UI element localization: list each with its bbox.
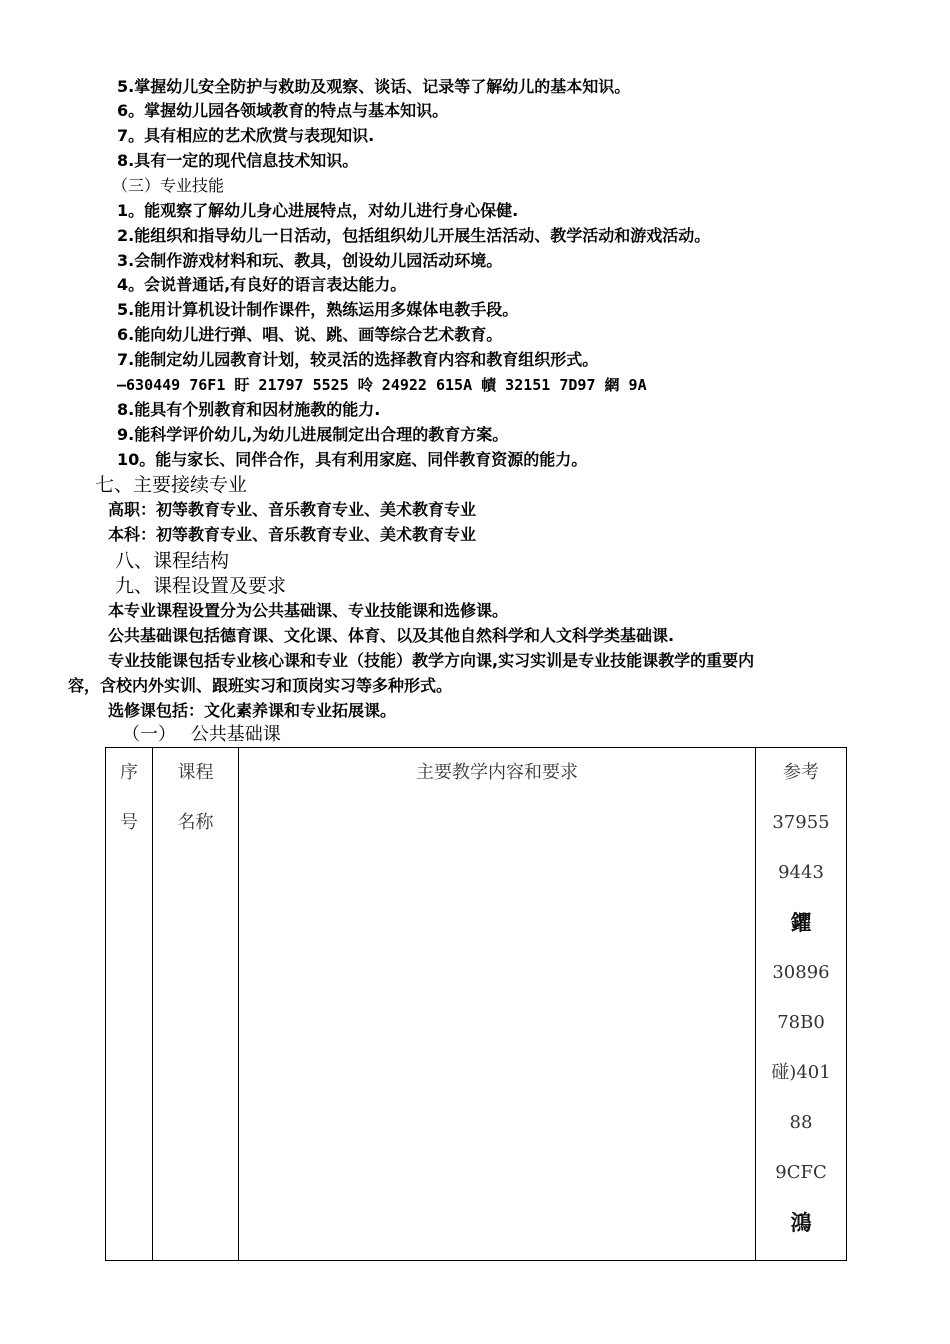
serial-number-header: 号 — [120, 812, 138, 833]
knowledge-item: 8.具有一定的现代信息技术知识。 — [117, 151, 359, 170]
content-cell — [239, 748, 756, 1261]
reference-text: 30896 — [772, 962, 830, 983]
reference-text: 9443 — [778, 862, 824, 883]
course-name-cell — [153, 748, 239, 1261]
course-name-header: 名称 — [177, 812, 214, 833]
paragraph: 本专业课程设置分为公共基础课、专业技能课和选修课。 — [108, 601, 509, 620]
reference-header: 参考 — [783, 762, 819, 783]
paragraph: 公共基础课包括德育课、文化课、体育、以及其他自然科学和人文科学类基础课. — [108, 626, 675, 645]
reference-text: 鑺 — [790, 910, 812, 935]
skill-item: 7.能制定幼儿园教育计划，较灵活的选择教育内容和教育组织形式。 — [117, 350, 599, 369]
skill-item: 1。能观察了解幼儿身心进展特点，对幼儿进行身心保健. — [117, 201, 519, 220]
paragraph-continued: 容，含校内外实训、跟班实习和顶岗实习等多种形式。 — [68, 676, 453, 695]
undergraduate-line: 本科：初等教育专业、音乐教育专业、美术教育专业 — [108, 525, 477, 544]
knowledge-item: 5.掌握幼儿安全防护与救助及观察、谈话、记录等了解幼儿的基本知识。 — [117, 77, 631, 96]
section8-heading: 八、课程结构 — [115, 550, 230, 572]
public-basic-course-heading: （一） 公共基础课 — [122, 724, 281, 745]
knowledge-item: 6。掌握幼儿园各领域教育的特点与基本知识。 — [117, 101, 449, 120]
skill-item: 6.能向幼儿进行弹、唱、说、跳、画等综合艺术教育。 — [117, 325, 503, 344]
skill-item: 10。能与家长、同伴合作，具有利用家庭、同伴教育资源的能力。 — [117, 450, 588, 469]
knowledge-item: 7。具有相应的艺术欣赏与表现知识. — [117, 126, 375, 145]
reference-text: 鴻 — [790, 1210, 812, 1235]
reference-text: 88 — [789, 1112, 813, 1133]
skill-item: 2.能组织和指导幼儿一日活动，包括组织幼儿开展生活活动、教学活动和游戏活动。 — [117, 226, 711, 245]
skill-item: 4。会说普通话,有良好的语言表达能力。 — [117, 275, 407, 294]
reference-text: 9CFC — [775, 1162, 827, 1183]
reference-text: 碰)401 — [771, 1062, 831, 1083]
paragraph: 选修课包括：文化素养课和专业拓展课。 — [108, 701, 397, 720]
skill-item: 5.能用计算机设计制作课件，熟练运用多媒体电教手段。 — [117, 300, 519, 319]
course-name-header: 课程 — [177, 762, 214, 783]
course-table — [105, 747, 847, 1261]
section9-heading: 九、课程设置及要求 — [115, 575, 287, 597]
reference-text: 78B0 — [777, 1012, 825, 1033]
skill-item: 8.能具有个别教育和因材施教的能力. — [117, 400, 381, 419]
paragraph: 专业技能课包括专业核心课和专业（技能）教学方向课,实习实训是专业技能课教学的重要内 — [108, 651, 755, 670]
reference-cell — [756, 748, 847, 1261]
table-row — [106, 748, 847, 1261]
higher-vocational-line: 高职：初等教育专业、音乐教育专业、美术教育专业 — [108, 500, 477, 519]
content-requirements-header: 主要教学内容和要求 — [416, 762, 578, 783]
skill-item: 9.能科学评价幼儿,为幼儿进展制定出合理的教育方案。 — [117, 425, 509, 444]
serial-number-cell — [106, 748, 153, 1261]
skills-heading: （三）专业技能 — [112, 176, 225, 195]
code-line: —630449 76F1 盱 21797 5525 呤 24922 615A 幘 32151 7D97 網 9A — [117, 376, 647, 394]
section7-heading: 七、主要接续专业 — [95, 474, 248, 496]
reference-text: 37955 — [772, 812, 830, 833]
skill-item: 3.会制作游戏材料和玩、教具，创设幼儿园活动环境。 — [117, 251, 503, 270]
serial-number-header: 序 — [120, 762, 138, 783]
